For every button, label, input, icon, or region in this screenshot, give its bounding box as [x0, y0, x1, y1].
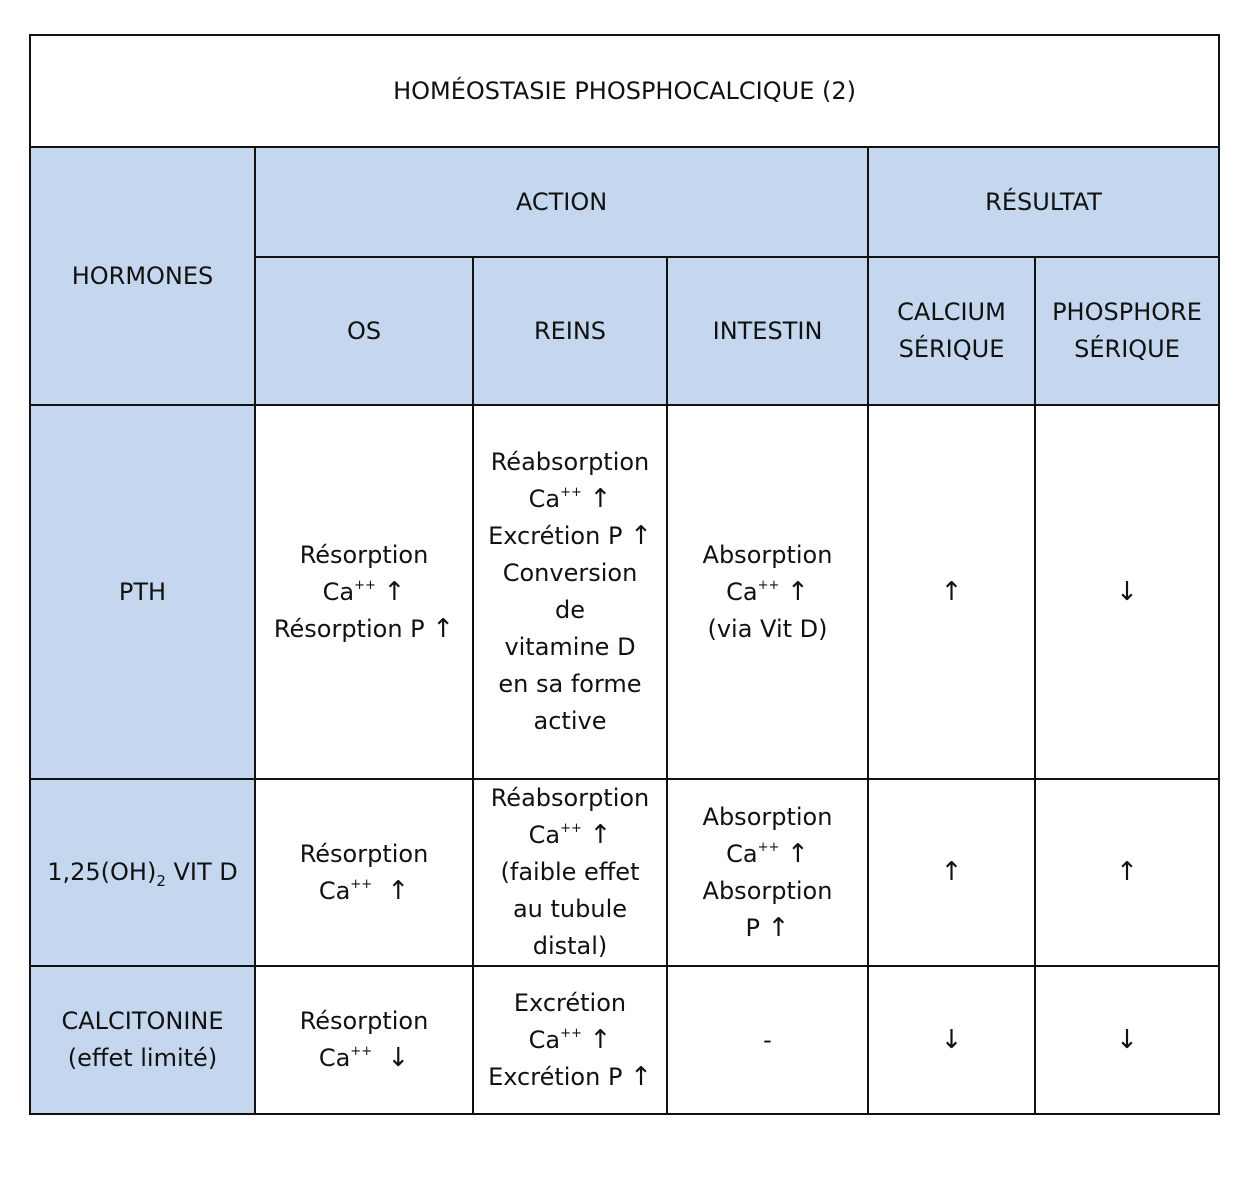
- arrow-up-icon: ↑: [630, 521, 652, 551]
- cell-pth-calcium: [868, 405, 1035, 779]
- header-row-1: [30, 147, 1219, 257]
- cell-line: Réabsorption: [490, 448, 650, 476]
- cell-line: (faible effet: [500, 858, 640, 886]
- cell-pth-intestin: [667, 405, 868, 779]
- ion-charge: ++: [560, 821, 582, 836]
- ion-charge: ++: [757, 577, 780, 593]
- hormone-name: 1,25(OH): [47, 858, 157, 886]
- cell-calcitonine-calcium: [868, 966, 1035, 1114]
- header-hormones: HORMONES: [30, 147, 255, 405]
- arrow-down-icon: ↓: [387, 1043, 410, 1073]
- cell-vitd-os: [255, 779, 473, 966]
- hormone-name-suffix: VIT D: [165, 858, 238, 886]
- cell-calcitonine-intestin: -: [667, 966, 868, 1114]
- hormone-subscript: 2: [156, 871, 166, 890]
- cell-line: Résorption: [299, 1007, 429, 1035]
- ion-charge: ++: [354, 577, 376, 593]
- arrow-up-icon: ↑: [767, 912, 790, 943]
- header-resultat: RÉSULTAT: [868, 147, 1219, 257]
- ion-label: Ca: [528, 821, 561, 849]
- hormone-vitd: [30, 779, 255, 966]
- ion-charge: ++: [350, 1044, 373, 1059]
- cell-calcitonine-phosphore: [1035, 966, 1219, 1114]
- cell-line: [478, 518, 662, 555]
- arrow-up-icon: ↑: [787, 576, 809, 607]
- ion-label: Ca: [726, 577, 758, 606]
- ion-label: Ca: [318, 1044, 351, 1072]
- line-text: Excrétion P: [488, 1062, 623, 1091]
- cell-line: Absorption: [702, 876, 833, 905]
- cell-calcitonine-os: [255, 966, 473, 1114]
- header-calcium: [868, 257, 1035, 405]
- cell-line: [478, 1022, 662, 1059]
- table-row-pth: [30, 405, 1219, 779]
- cell-line: Conversion: [502, 559, 638, 587]
- cell-line: Absorption: [702, 540, 833, 569]
- cell-line: en sa forme: [498, 670, 642, 698]
- arrow-up-icon: ↑: [630, 1061, 652, 1092]
- line-text: P: [745, 913, 761, 942]
- cell-line: (effet limité): [67, 1044, 218, 1072]
- homeostasis-table: [29, 34, 1220, 1115]
- arrow-up-icon: ↑: [940, 857, 963, 887]
- cell-line: Réabsorption: [490, 784, 650, 812]
- cell-pth-os: [255, 405, 473, 779]
- table-row-calcitonine: [30, 966, 1219, 1114]
- header-phosphore-line: PHOSPHORE: [1052, 298, 1202, 326]
- cell-calcitonine-reins: [473, 966, 667, 1114]
- cell-line: de: [555, 596, 585, 624]
- arrow-up-icon: ↑: [383, 576, 406, 607]
- header-intestin: INTESTIN: [667, 257, 868, 405]
- arrow-up-icon: ↑: [589, 1024, 612, 1055]
- ion-charge: ++: [560, 1025, 582, 1041]
- hormone-calcitonine: [30, 966, 255, 1114]
- cell-line: [260, 611, 468, 648]
- cell-line: [672, 910, 863, 947]
- header-os: OS: [255, 257, 473, 405]
- arrow-up-icon: ↑: [432, 613, 455, 644]
- cell-vitd-reins: [473, 779, 667, 966]
- header-action: ACTION: [255, 147, 868, 257]
- cell-pth-reins: [473, 405, 667, 779]
- cell-line: Absorption: [702, 802, 833, 831]
- cell-line: [260, 574, 468, 611]
- cell-vitd-calcium: [868, 779, 1035, 966]
- header-reins: REINS: [473, 257, 667, 405]
- cell-pth-phosphore: [1035, 405, 1219, 779]
- arrow-up-icon: ↑: [387, 875, 410, 906]
- arrow-up-icon: ↑: [1116, 857, 1138, 887]
- cell-line: [260, 873, 468, 910]
- hormone-pth: PTH: [30, 405, 255, 779]
- arrow-up-icon: ↑: [787, 838, 809, 869]
- line-text: Excrétion P: [488, 522, 623, 550]
- ion-label: Ca: [726, 839, 758, 868]
- cell-vitd-phosphore: [1035, 779, 1219, 966]
- ion-label: Ca: [528, 1025, 561, 1054]
- table-title: HOMÉOSTASIE PHOSPHOCALCIQUE (2): [30, 35, 1219, 147]
- cell-line: au tubule: [512, 895, 628, 923]
- ion-label: Ca: [322, 577, 355, 606]
- cell-vitd-intestin: [667, 779, 868, 966]
- arrow-up-icon: ↑: [940, 576, 963, 607]
- arrow-down-icon: ↓: [1116, 1024, 1138, 1055]
- header-phosphore-line: SÉRIQUE: [1074, 335, 1180, 363]
- cell-line: [478, 817, 662, 854]
- cell-line: (via Vit D): [707, 614, 828, 643]
- ion-label: Ca: [528, 485, 561, 513]
- cell-line: Résorption: [299, 839, 429, 868]
- cell-line: Excrétion: [513, 988, 627, 1017]
- cell-line: vitamine D: [504, 633, 636, 661]
- ion-charge: ++: [350, 876, 373, 892]
- cell-line: [478, 1059, 662, 1096]
- cell-line: active: [533, 707, 607, 735]
- arrow-down-icon: ↓: [1116, 576, 1138, 607]
- header-calcium-line: SÉRIQUE: [898, 335, 1005, 363]
- cell-line: [672, 574, 863, 611]
- cell-line: [478, 481, 662, 518]
- ion-label: Ca: [318, 876, 351, 905]
- arrow-up-icon: ↑: [589, 820, 612, 850]
- cell-line: [672, 836, 863, 873]
- header-calcium-line: CALCIUM: [897, 298, 1006, 326]
- table-row-vitd: [30, 779, 1219, 966]
- ion-charge: ++: [560, 485, 582, 500]
- cell-line: distal): [532, 932, 608, 960]
- header-phosphore: [1035, 257, 1219, 405]
- ion-charge: ++: [757, 839, 780, 855]
- arrow-up-icon: ↑: [589, 484, 612, 514]
- cell-line: CALCITONINE: [61, 1007, 224, 1035]
- arrow-down-icon: ↓: [940, 1024, 963, 1055]
- title-row: [30, 35, 1219, 147]
- cell-line: Résorption: [299, 540, 429, 569]
- cell-line: [260, 1040, 468, 1077]
- line-text: Résorption P: [273, 614, 425, 643]
